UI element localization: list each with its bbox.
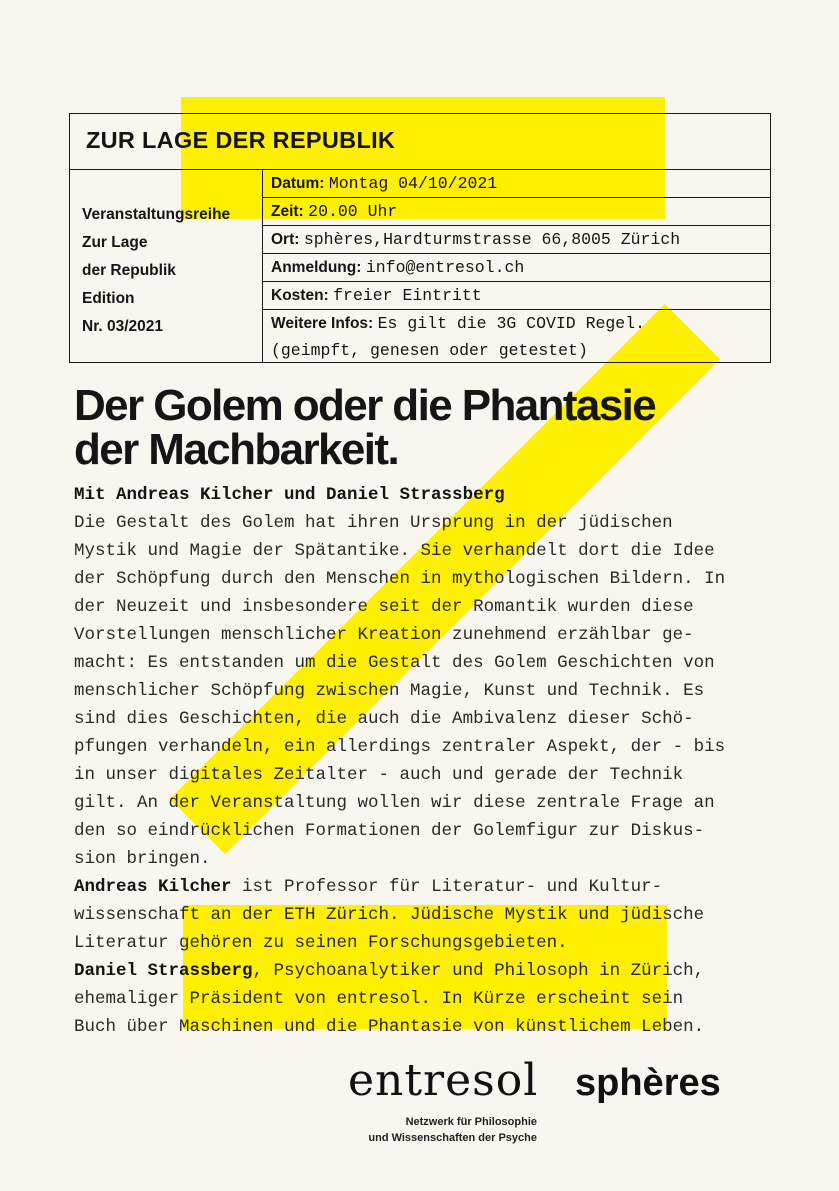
detail-row-time — [263, 198, 770, 226]
entresol-logo: entresol — [348, 1055, 539, 1106]
description-line: sion bringen. — [74, 849, 211, 869]
detail-value-continued: (geimpft, genesen oder getestet) — [271, 341, 588, 360]
detail-value: freier Eintritt — [333, 286, 482, 305]
title-line: Der Golem oder die Phantasie — [74, 381, 656, 430]
description-line: pfungen verhandeln, ein allerdings zentraler Aspekt, der - bis — [74, 737, 726, 757]
speaker-name: Daniel Strassberg — [74, 961, 253, 981]
bio-strassberg-line: ehemaliger Präsident von entresol. In Kürze erscheint sein — [74, 989, 684, 1009]
bio-text: ist Professor für Literatur- und Kultur- — [231, 877, 663, 897]
detail-value: Montag 04/10/2021 — [328, 174, 498, 193]
bio-strassberg-line — [74, 957, 794, 985]
description-line: Vorstellungen menschlicher Kreation zunehmend erzählbar ge- — [74, 625, 694, 645]
detail-row-date — [263, 170, 770, 198]
detail-label: Zeit: — [271, 203, 304, 220]
event-details — [263, 170, 770, 364]
description-line: den so eindrücklichen Formationen der Golemfigur zur Diskus- — [74, 821, 705, 841]
entresol-tagline — [368, 1114, 537, 1146]
detail-value: sphères,Hardturmstrasse 66,8005 Zürich — [303, 230, 681, 249]
description-line: gilt. An der Veranstaltung wollen wir diese zentrale Frage an — [74, 793, 715, 813]
description-line: sind dies Geschichten, die auch die Ambivalenz dieser Schö- — [74, 709, 694, 729]
series-info — [70, 170, 263, 362]
detail-row-cost — [263, 282, 770, 310]
detail-value: 20.00 Uhr — [308, 202, 398, 221]
detail-label: Ort: — [271, 231, 300, 248]
speaker-name: Andreas Kilcher — [74, 877, 232, 897]
detail-label: Weitere Infos: — [271, 315, 374, 332]
bio-kilcher-line: wissenschaft an der ETH Zürich. Jüdische Mystik und jüdische — [74, 905, 705, 925]
tagline-line: Netzwerk für Philosophie — [405, 1116, 537, 1128]
detail-label: Kosten: — [271, 287, 329, 304]
page-title — [74, 381, 656, 474]
tagline-line: und Wissenschaften der Psyche — [368, 1132, 537, 1144]
series-info-line: Veranstaltungsreihe — [82, 206, 231, 223]
description-line: Die Gestalt des Golem hat ihren Ursprung in der jüdischen — [74, 513, 673, 533]
bio-kilcher-line: Literatur gehören zu seinen Forschungsgebieten. — [74, 933, 568, 953]
series-info-line: Zur Lage — [82, 234, 148, 251]
detail-value: Es gilt die 3G COVID Regel. — [377, 314, 645, 333]
description-line: Mystik und Magie der Spätantike. Sie verhandelt dort die Idee — [74, 541, 715, 561]
event-info-box — [69, 113, 771, 363]
detail-row-registration — [263, 254, 770, 282]
description-line: in unser digitales Zeitalter - auch und gerade der Technik — [74, 765, 684, 785]
series-title: ZUR LAGE DER REPUBLIK — [70, 114, 770, 170]
article-body — [74, 481, 794, 1041]
bio-text: , Psychoanalytiker und Philosoph in Zürich, — [252, 961, 705, 981]
description-line: macht: Es entstanden um die Gestalt des Golem Geschichten von — [74, 653, 715, 673]
series-info-line: Edition — [82, 290, 135, 307]
description-line: der Neuzeit und insbesondere seit der Romantik wurden diese — [74, 597, 694, 617]
description-line: der Schöpfung durch den Menschen in mythologischen Bildern. In — [74, 569, 726, 589]
title-line: der Machbarkeit. — [74, 425, 399, 474]
detail-row-more-info — [263, 310, 770, 364]
detail-label: Anmeldung: — [271, 259, 362, 276]
description-line: menschlicher Schöpfung zwischen Magie, Kunst und Technik. Es — [74, 681, 705, 701]
spheres-logo: sphères — [575, 1062, 721, 1104]
bio-kilcher-line — [74, 873, 794, 901]
series-info-line: Nr. 03/2021 — [82, 318, 164, 335]
series-info-line: der Republik — [82, 262, 176, 279]
registration-email[interactable]: info@entresol.ch — [365, 258, 525, 277]
speakers-line: Mit Andreas Kilcher und Daniel Strassberg — [74, 485, 505, 505]
detail-label: Datum: — [271, 175, 325, 192]
bio-strassberg-line: Buch über Maschinen und die Phantasie von künstlichem Leben. — [74, 1017, 705, 1037]
detail-row-location — [263, 226, 770, 254]
